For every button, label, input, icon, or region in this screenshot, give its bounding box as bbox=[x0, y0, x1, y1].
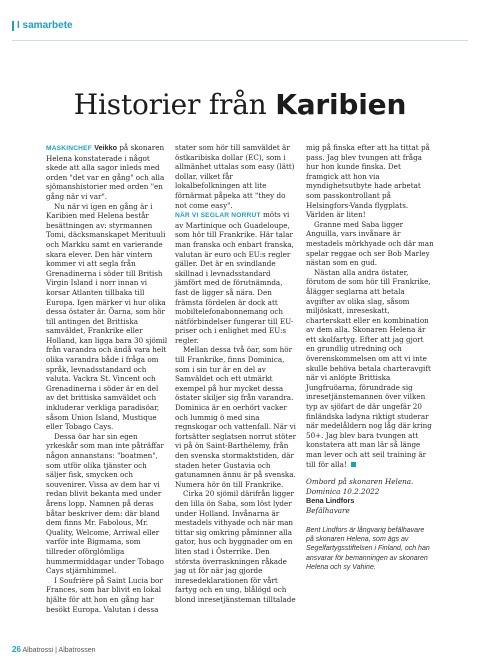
paragraph: Mellan dessa två öar, som hör till Frankrike, finns Dominica, som i sin tur är en del av Samväldet och ett utmärkt exempel på hur mycket dessa östater skiljer sig från varandra. Dominica är en oerhört vacker och lummig ö med sina regnskogar och vattenfall. När vi fortsätter seglatsen norrut stöter vi på ön Saint-Barthélemy, från den svenska stormaktstiden, där staden heter Gustavia och gatunamnen ännu är på svenska. Numera hör ön till Frankrike. bbox=[175, 345, 297, 489]
paragraph: I Soufrière på Saint Lucia bor Frances, som har blivit en lokal hjälte för att hon en gång har besökt Europa. Valutan i dessa bbox=[46, 575, 163, 614]
paragraph-text: Nästan alla andra östater, förutom de som hör till Frankrike, ålägger seglarna att betala avgifter av olika slag, såsom miljöskatt, inreseskatt, charterskatt eller en kombination av dem alla. Skonaren Helena är ett skolfartyg. Efter att jag gjort en grundlig utredning och överenskommelsen om att vi inte skulle behöva betala charteravgift när vi anlöpte Brittiska Jungfruöarna, förundrade sig inresetjänstemannen över vilken typ av sjöfart de där ungefär 20 finländska ladyna riktigt studerar när medelåldern nog låg där kring 50+. Jag blev bara tvungen att konstatera att man lär så länge man lever och att seil training är till för alla! bbox=[306, 267, 432, 469]
paragraph bbox=[306, 268, 434, 469]
title-part1: Historier från bbox=[73, 88, 267, 121]
column-2 bbox=[175, 143, 297, 605]
paragraph: Nu när vi igen en gång är i Karibien med Helena består besättningen av: styrmannen Tomi, däcksmanskapet Merituuli och Markku samt en varierande skara elever. Den här vintern kommer vi att segla från Grenadinerna i söder till British Virgin Island i norr innan vi korsar Atlanten tillbaka till Europa. Igen märker vi hur olika dessa östater är. Öarna, som hör till antingen det Brittiska samväldet, Frankrike eller Holland, kan ligga bara 30 sjömil från varandra och ändå vara helt olika varandra både i fråga om språk, levnadsstandard och valuta. Vackra St. Vincent och Grenadinerna i söder är en del av det brittiska samväldet och inkluderar verkliga paradisöar, såsom Union Island, Mustique eller Tobago Cays. bbox=[46, 201, 168, 432]
publication-name: Albatrossi | Albatrossen bbox=[22, 647, 96, 654]
section-tag bbox=[12, 20, 73, 31]
paragraph-text: möts vi av Martinique och Guadeloupe, som hör till Frankrike. Här talar man franska och enbart franska, valutan är euro och EU:s regler gäller. Det är en svindlande skillnad i levnadsstandard jämfört med de förutnämnda, fast de ligger så nära. Den främsta fördelen är dock att mobiltelefonabonnemang och nätförbindelser fungerar till EU-priser och i enlighet med EU:s regler. bbox=[175, 210, 294, 345]
end-mark-icon bbox=[351, 462, 356, 467]
column-1 bbox=[46, 143, 168, 614]
signature-role: Befälhavare bbox=[306, 505, 350, 515]
paragraph-lead: NÄR VI SEGLAR NORRUT bbox=[175, 212, 261, 220]
paragraph bbox=[46, 143, 168, 202]
paragraph: stater som hör till samväldet är östkaribiska dollar (EC), som i allmänhet uttalas som easy (lätt) dollar, vilket får lokalbefolkningen att lite förnärmat påpeka att "they do not come easy". bbox=[175, 143, 295, 210]
paragraph: Dessa öar har sin egen yrkeskår som man inte påträffar någon annanstans: "boatmen", som utför olika tjänster och säljer fisk, smycken och souvenirer. Vissa av dem har vi redan blivit bekanta med under årens lopp. Namnen på deras båtar beskriver dem: där bland dem finns Mr. Fabolous, Mr. Quality, Welcome, Arriwal eller varför inte Bigmama, som tillreder oförglömliga hummermiddagar under Tobago Cays stjärnhimmel. bbox=[46, 431, 164, 576]
signature-place: Ombord på skonaren Helena. bbox=[306, 477, 414, 487]
column-3 bbox=[306, 143, 434, 573]
paragraph: Granne med Saba ligger Anguilla, vars invånare är mestadels mörkhyade och där man spelar reggae och ser Bob Marley nästan som en gud. bbox=[306, 219, 434, 268]
page-footer bbox=[12, 645, 96, 654]
author-bio: Bent Lindfors är långvarig befälhavare på skonaren Helena, som ägs av Segelfartygsstiftelsen i Finland, och han ansvarar för bemanningen av skonaren Helena och sy Vahine. bbox=[306, 526, 430, 572]
page-number: 26 bbox=[12, 645, 21, 654]
paragraph: mig på finska efter att ha tittat på pass. Jag blev tvungen att fråga hur hon kunde finska. Det framgick att hon via myndighetsutbyte hade arbetat som passkontrollant på Helsingfors-Vanda flygplats. Världen är liten! bbox=[306, 143, 430, 220]
signature bbox=[306, 477, 434, 515]
signature-name: Bena Lindfors bbox=[306, 496, 355, 506]
title-part2: Karibien bbox=[275, 88, 407, 121]
section-label: I samarbete bbox=[17, 20, 73, 31]
header-rule bbox=[12, 40, 468, 41]
signature-date: Dominica 10.2.2022 bbox=[306, 486, 380, 496]
paragraph: Cirka 20 sjömil därifrån ligger den lilla ön Saba, som löst lyder under Holland. Invånarna är mestadels vithyade och när man tittar sig omkring påminner alla gator, hus och byggnader om en liten stad i Österrike. Den största överraskningen råkade jag ut för när jag gjorde inresedeklarationen för vårt fartyg och en ung, blålögd och blond inresetjänsteman tilltalade bbox=[175, 489, 296, 604]
section-bar-icon bbox=[12, 21, 14, 31]
paragraph-text: på skonaren Helena konstaterade i något skede att alla sagor inleds med orden "det var en gång" och alla sjömanshistorier med orden "en gång när vi var". bbox=[46, 143, 165, 201]
paragraph-lead: MASKINCHEF bbox=[46, 145, 92, 152]
person-name: Veikko bbox=[94, 143, 118, 152]
article-title bbox=[0, 88, 480, 121]
paragraph bbox=[175, 210, 297, 345]
